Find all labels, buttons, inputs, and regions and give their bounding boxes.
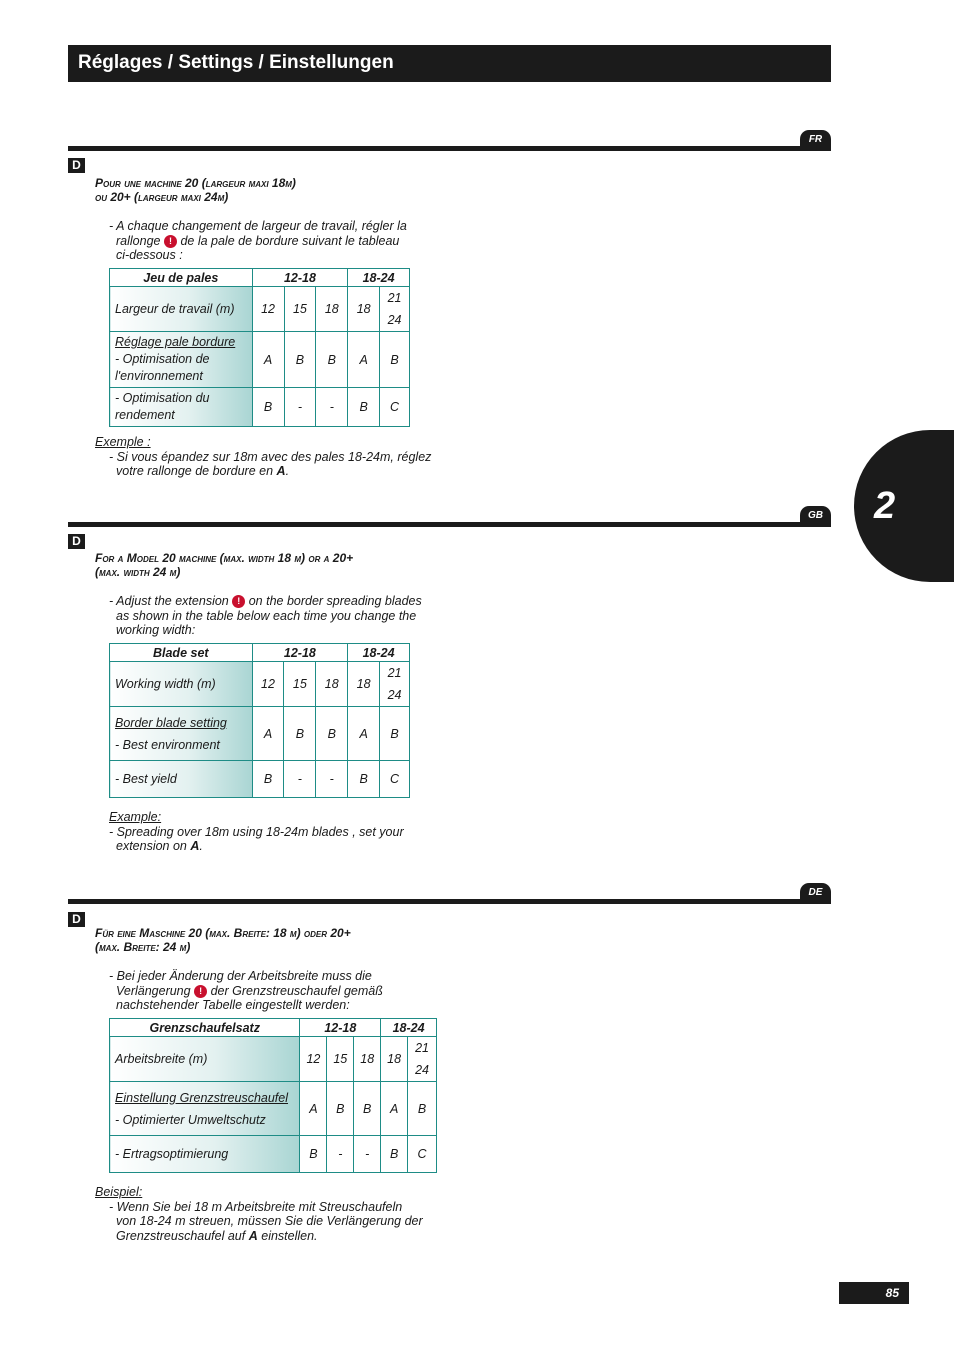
header-bar — [68, 45, 831, 82]
row-label: Réglage pale bordure - Optimisation de l'environnement — [110, 332, 253, 388]
row-label: Arbeitsbreite (m) — [110, 1037, 300, 1082]
table-cell: B — [284, 332, 316, 388]
table-cell: C — [380, 761, 410, 798]
table-cell: B — [316, 707, 348, 761]
table-header: 18-24 — [381, 1019, 437, 1037]
table-header: 12-18 — [252, 269, 348, 287]
table-cell: B — [381, 1136, 408, 1173]
table-cell: A — [348, 707, 380, 761]
table-cell: C — [380, 388, 410, 427]
table-cell: 18 — [316, 662, 348, 707]
table-cell: B — [316, 332, 348, 388]
row-label: Einstellung Grenzstreuschaufel - Optimierter Umweltschutz — [110, 1082, 300, 1136]
table-cell: - — [284, 388, 316, 427]
table-header: 18-24 — [348, 644, 410, 662]
table-cell: B — [380, 332, 410, 388]
chapter-tab — [854, 430, 954, 582]
section-rule-gb — [68, 522, 831, 527]
table-cell: 18 — [348, 287, 380, 332]
table-cell: B — [348, 388, 380, 427]
example-text: Beispiel: - Wenn Sie bei 18 m Arbeitsbreite mit Streuschaufeln von 18-24 m streuen, müssen Sie die Verlängerung der Grenzstreuschaufel auf A einstellen. — [95, 1185, 423, 1243]
page-title: Réglages / Settings / Einstellungen — [78, 52, 394, 73]
table-cell: A — [252, 707, 284, 761]
chapter-number: 2 — [874, 485, 896, 527]
table-cell: A — [300, 1082, 327, 1136]
row-label: Border blade setting - Best environment — [110, 707, 253, 761]
lang-tab-de: DE — [800, 883, 831, 903]
row-label: - Ertragsoptimierung — [110, 1136, 300, 1173]
table-cell: A — [381, 1082, 408, 1136]
settings-table — [109, 1018, 437, 1173]
table-header: Blade set — [110, 644, 253, 662]
row-label: - Best yield — [110, 761, 253, 798]
table-cell: B — [300, 1136, 327, 1173]
lang-tab-fr: FR — [800, 130, 831, 150]
page-number: 85 — [839, 1282, 909, 1304]
settings-table — [109, 643, 410, 798]
table-header: 12-18 — [300, 1019, 381, 1037]
section-letter: D — [68, 158, 85, 173]
table-cell: B — [327, 1082, 354, 1136]
table-cell: 21 24 — [408, 1037, 437, 1082]
table-cell: - — [327, 1136, 354, 1173]
table-cell: 15 — [284, 662, 316, 707]
table-cell: A — [252, 332, 284, 388]
lang-tab-gb: GB — [800, 506, 831, 526]
table-cell: B — [348, 761, 380, 798]
table-cell: B — [408, 1082, 437, 1136]
section-rule-de — [68, 899, 831, 904]
section-heading: Pour une machine 20 (largeur maxi 18m) ou 20+ (largeur maxi 24m) — [95, 176, 296, 204]
row-label: - Optimisation du rendement — [110, 388, 253, 427]
table-cell: 21 24 — [380, 662, 410, 707]
table-header: Jeu de pales — [110, 269, 253, 287]
table-cell: 12 — [300, 1037, 327, 1082]
intro-text: - Adjust the extension ! on the border spreading blades as shown in the table below each time you change the working width: — [109, 594, 422, 637]
table-cell: - — [316, 761, 348, 798]
table-cell: 18 — [348, 662, 380, 707]
table-cell: B — [380, 707, 410, 761]
settings-table — [109, 268, 410, 427]
table-cell: B — [284, 707, 316, 761]
table-cell: 15 — [327, 1037, 354, 1082]
row-label: Largeur de travail (m) — [110, 287, 253, 332]
row-label: Working width (m) — [110, 662, 253, 707]
table-header: 18-24 — [348, 269, 410, 287]
section-rule-fr — [68, 146, 831, 151]
table-header: Grenzschaufelsatz — [110, 1019, 300, 1037]
warning-icon: ! — [194, 985, 207, 998]
section-heading: For a Model 20 machine (max. width 18 m) or a 20+ (max. width 24 m) — [95, 551, 354, 579]
table-cell: - — [284, 761, 316, 798]
table-cell: 18 — [381, 1037, 408, 1082]
table-cell: B — [252, 761, 284, 798]
table-cell: B — [252, 388, 284, 427]
section-letter: D — [68, 912, 85, 927]
section-letter: D — [68, 534, 85, 549]
warning-icon: ! — [232, 595, 245, 608]
table-cell: - — [316, 388, 348, 427]
table-cell: A — [348, 332, 380, 388]
table-cell: 18 — [354, 1037, 381, 1082]
table-header: 12-18 — [252, 644, 348, 662]
table-cell: B — [354, 1082, 381, 1136]
table-cell: 12 — [252, 662, 284, 707]
example-text: Example: - Spreading over 18m using 18-24m blades , set your extension on A. — [109, 810, 404, 853]
intro-text: - Bei jeder Änderung der Arbeitsbreite muss die Verlängerung ! der Grenzstreuschaufel gemäß nachstehender Tabelle eingestellt werden: — [109, 969, 383, 1012]
table-cell: - — [354, 1136, 381, 1173]
example-text: Exemple : - Si vous épandez sur 18m avec des pales 18-24m, réglez votre rallonge de bordure en A. — [95, 435, 432, 478]
table-cell: 21 24 — [380, 287, 410, 332]
table-cell: 15 — [284, 287, 316, 332]
table-cell: 18 — [316, 287, 348, 332]
warning-icon: ! — [164, 235, 177, 248]
table-cell: C — [408, 1136, 437, 1173]
intro-text: - A chaque changement de largeur de travail, régler la rallonge ! de la pale de bordure suivant le tableau ci-dessous : — [109, 219, 407, 262]
section-heading: Für eine Maschine 20 (max. Breite: 18 m) oder 20+ (max. Breite: 24 m) — [95, 926, 351, 954]
table-cell: 12 — [252, 287, 284, 332]
